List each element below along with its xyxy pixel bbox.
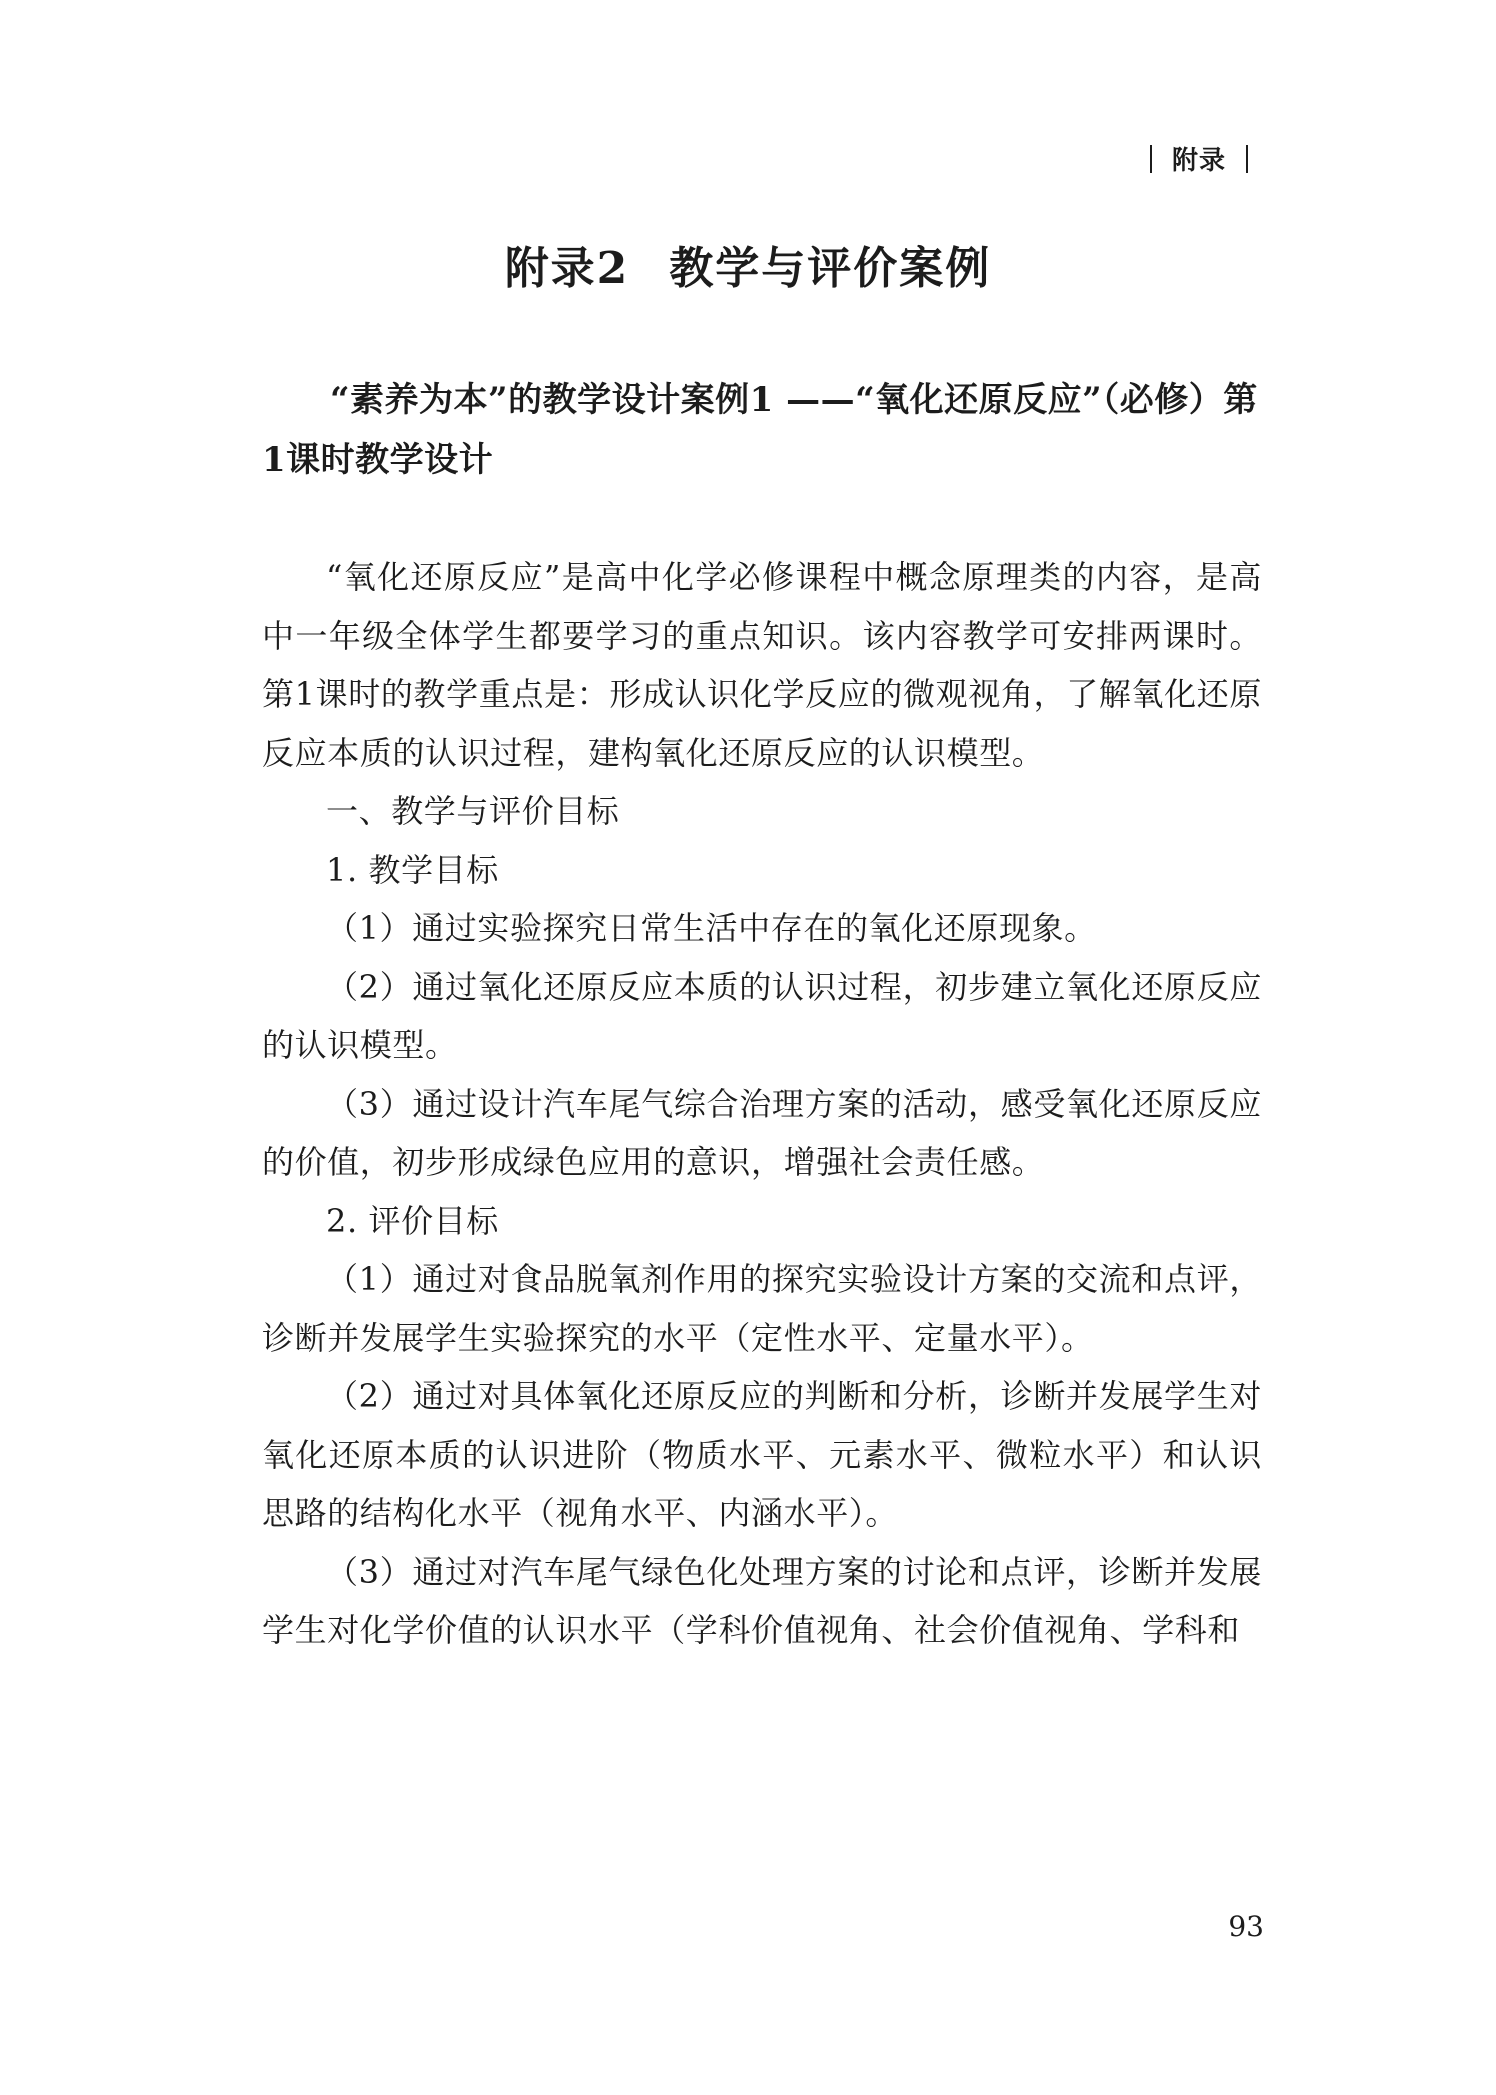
list-item: （3）通过设计汽车尾气综合治理方案的活动，感受氧化还原反应的价值，初步形成绿色应用的意识，增强社会责任感。: [262, 1084, 1262, 1181]
list-item: （1）通过实验探究日常生活中存在的氧化还原现象。: [326, 909, 1097, 947]
list-item: （1）通过对食品脱氧剂作用的探究实验设计方案的交流和点评，诊断并发展学生实验探究的水平（定性水平、定量水平）。: [262, 1260, 1262, 1357]
list-item: （2）通过氧化还原反应本质的认识过程，初步建立氧化还原反应的认识模型。: [262, 967, 1262, 1064]
appendix-title: [0, 232, 1496, 296]
case-title: “素养为本”的教学设计案例1 ——“氧化还原反应”（必修）第1课时教学设计: [262, 380, 1258, 480]
running-header: [1130, 140, 1268, 177]
appendix-title-text: 教学与评价案例: [669, 243, 992, 294]
intro-paragraph: “氧化还原反应”是高中化学必修课程中概念原理类的内容，是高中一年级全体学生都要学习的重点知识。该内容教学可安排两课时。第1课时的教学重点是：形成认识化学反应的微观视角，了解氧化还原反应本质的认识过程，建构氧化还原反应的认识模型。: [262, 558, 1262, 772]
list-item: （2）通过对具体氧化还原反应的判断和分析，诊断并发展学生对氧化还原本质的认识进阶（物质水平、元素水平、微粒水平）和认识思路的结构化水平（视角水平、内涵水平）。: [262, 1377, 1262, 1532]
header-divider-right: [1246, 145, 1248, 173]
running-header-title: 附录: [1171, 146, 1226, 176]
page-number: 93: [1228, 1910, 1264, 1943]
header-divider-left: [1150, 145, 1152, 173]
subsection-heading: 1. 教学目标: [326, 850, 499, 889]
body-text: [262, 548, 1262, 1660]
subsection-heading: 2. 评价目标: [326, 1201, 499, 1240]
list-item: （3）通过对汽车尾气绿色化处理方案的讨论和点评，诊断并发展学生对化学价值的认识水平（学科价值视角、社会价值视角、学科和: [262, 1552, 1262, 1649]
section-heading: 一、教学与评价目标: [326, 792, 620, 830]
appendix-number: 附录2: [504, 243, 630, 294]
